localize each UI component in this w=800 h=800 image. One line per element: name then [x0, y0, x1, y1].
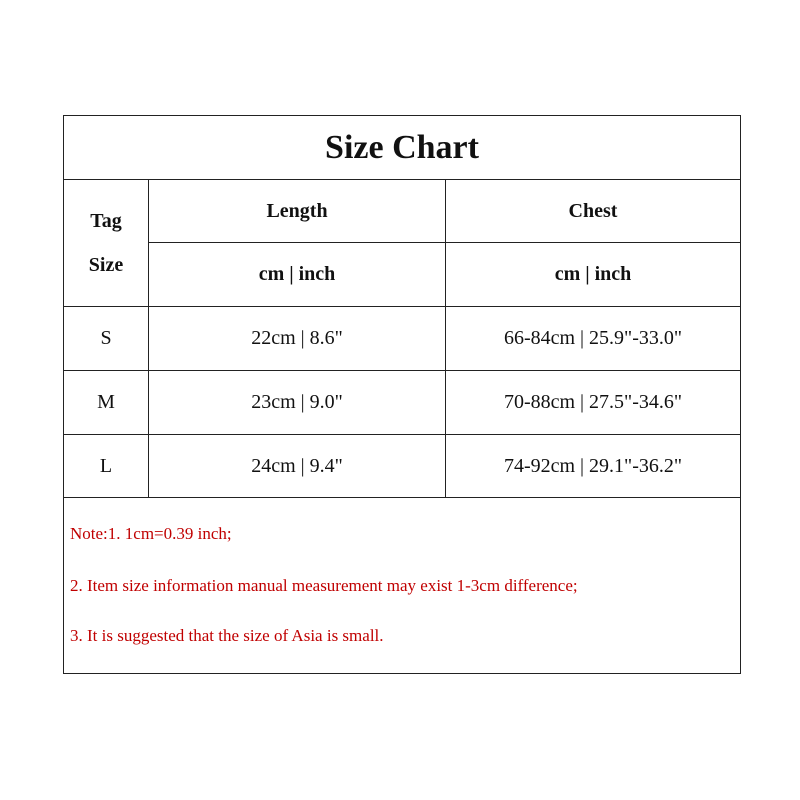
note-1: Note:1. 1cm=0.39 inch; — [70, 524, 232, 543]
row-m-size: M — [97, 391, 115, 413]
tag-header-line2: Size — [88, 254, 124, 276]
size-chart-table — [63, 115, 741, 674]
row-l-chest: 74-92cm | 29.1"-36.2" — [503, 454, 683, 477]
note-2: 2. Item size information manual measurement may exist 1-3cm difference; — [70, 576, 578, 595]
row-m-chest: 70-88cm | 27.5"-34.6" — [503, 391, 683, 413]
tag-header-line1: Tag — [90, 210, 122, 232]
length-header: Length — [266, 200, 328, 222]
row-s-length: 22cm | 8.6" — [251, 327, 343, 349]
length-unit-header: cm | inch — [258, 263, 336, 285]
chart-title: Size Chart — [325, 128, 479, 166]
note-3: 3. It is suggested that the size of Asia is small. — [70, 626, 384, 645]
row-l-length: 24cm | 9.4" — [251, 454, 343, 477]
chest-unit-header: cm | inch — [554, 263, 632, 285]
row-s-chest: 66-84cm | 25.9"-33.0" — [503, 327, 683, 349]
row-s-size: S — [100, 327, 112, 349]
row-l-size: L — [99, 454, 113, 477]
tag-size-header — [64, 180, 148, 306]
row-m-length: 23cm | 9.0" — [251, 391, 343, 413]
chest-header: Chest — [568, 200, 618, 222]
